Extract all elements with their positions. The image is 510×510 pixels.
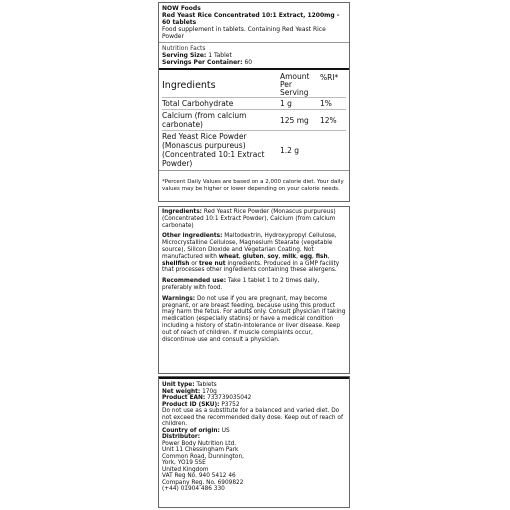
warnings-paragraph [162,296,346,344]
net-weight-label: Net weight: [162,388,201,395]
distributor-line: (+44) 01904 486 330 [162,486,225,492]
divider [159,42,349,43]
usage-notice: Do not use as a substitute for a balanced and varied diet. Do not exceed the recommended daily dose. Keep out of reach of children. [162,408,344,427]
row-amount: 1.2 g [280,131,318,170]
distributor-line: Common Road, Dunnington, [162,453,244,460]
serving-size [162,52,346,59]
facts-heading: Nutrition Facts [162,45,206,52]
recommended-use-text: Take 1 tablet 1 to 2 times daily, preferably with food. [162,278,320,291]
servings-value: 60 [244,59,253,66]
col-amount: Amount Per Serving [280,72,310,97]
other-ingredients-paragraph: Other ingredients: Maltodextrin, Hydroxypropyl Cellulose, Microcrystalline Cellulose, Magnesium Stearate (vegetable source), Silicon Dioxide and Vegetarian Coating. Not manufactured with wheat, gluten, soy, milk, egg, fish, shellfish or tree nut ingredients. Produced in a GMP facility that processes other ingredients containing these allergens. [162,233,340,274]
row-amount: 1 g [280,98,318,110]
warnings-label: Warnings: [162,295,196,302]
ingredients-label: Ingredients: [162,209,202,215]
product-subtitle: Food supplement in tablets. Containing Red Yeast Rice Powder [162,26,326,40]
product-sku-label: Product ID (SKU): [162,401,220,408]
origin-value: US [221,427,230,434]
allergen-soy: soy [267,253,279,260]
thick-divider [159,377,349,379]
divider [159,170,349,171]
product-ean-label: Product EAN: [162,395,206,401]
servings-per-container [162,59,346,66]
ingredients-panel [158,206,350,374]
allergen-shellfish: shellfish [162,260,190,267]
distributor-line: York, YO19 5SE [162,460,206,466]
distributor-label: Distributor: [162,434,201,440]
distributor-line: United Kingdom [162,466,209,473]
other-ingredients-text-2: Produced in a GMP facility that processes other ingredients containing these allergens. [162,260,340,274]
serving-size-value: 1 Tablet [208,52,232,59]
distributor-line: Unit 11 Chessingham Park [162,447,239,453]
product-ean-value: 733739035042 [207,395,252,401]
row-ri: 1% [318,98,346,110]
nutrition-facts-panel [158,2,350,202]
allergen-wheat: wheat [218,253,239,260]
ingredients-text: Red Yeast Rice Powder (Monascus purpureus) (Concentrated 10:1 Extract Powder), Calcium (from calcium carbonate) [162,209,336,229]
row-amount: 125 mg [280,110,318,131]
row-name: Calcium (from calcium carbonate) [162,110,280,131]
other-ingredients-label: Other ingredients: [162,233,223,240]
distributor-line: Power Body Nutrition Ltd. [162,440,237,447]
col-ingredients: Ingredients [162,79,216,91]
nutrition-table [162,73,346,169]
allergen-milk: milk [282,253,297,260]
allergen-gluten: gluten [242,253,264,260]
product-title: Red Yeast Rice Concentrated 10:1 Extract, 1200mg - 60 tablets [162,12,340,26]
ingredients-paragraph [162,209,346,229]
brand-name: NOW Foods [162,5,201,12]
table-row [162,98,346,110]
unit-type-label: Unit type: [162,382,195,388]
recommended-use-paragraph [162,278,346,292]
row-name: Total Carbohydrate [162,98,280,110]
allergen-fish: fish [315,253,328,260]
servings-label: Servings Per Container: [162,59,243,66]
row-name: Red Yeast Rice Powder (Monascus purpureus) (Concentrated 10:1 Extract Powder) [162,131,280,170]
daily-value-footnote: *Percent Daily Values are based on a 2,000 calorie diet. Your daily values may be higher or lower depending on your calorie needs. [162,179,344,192]
warnings-text: Do not use if you are pregnant, may become pregnant, or are breast feeding, because using this product may harm the fetus. For adults only. Consult physician if taking medication (especially statins) or have a medical condition including a history of statin-intolerance or liver disease. Keep out of reach of children. If muscle complaints occur, discontinue use and consult a physician. [162,295,346,343]
distributor-line: Company Reg. No. 6909822 [162,479,244,486]
nutrition-header-row [162,73,346,98]
net-weight-value: 170g [202,388,217,395]
unit-type-value: Tablets [196,382,217,388]
origin-label: Country of origin: [162,427,220,434]
distributor-line: VAT Reg No. 940 5412 46 [162,473,236,479]
serving-size-label: Serving Size: [162,52,207,59]
allergen-tree-nut: tree nut [198,260,226,267]
product-sku-value: P3752 [221,401,240,408]
product-info-panel [158,376,350,508]
table-row [162,110,346,131]
other-ingredients-text: Maltodextrin, Hydroxypropyl Cellulose, Microcrystalline Cellulose, Magnesium Stearate (vegetable source), Silicon Dioxide and Vegetarian Coating. Not manufactured with [162,233,337,260]
allergen-egg: egg [299,253,313,260]
row-ri [318,131,346,170]
col-ri: %RI* [320,73,339,82]
thick-divider [159,68,349,70]
table-row [162,131,346,170]
recommended-use-label: Recommended use: [162,278,227,285]
row-ri: 12% [318,110,346,131]
